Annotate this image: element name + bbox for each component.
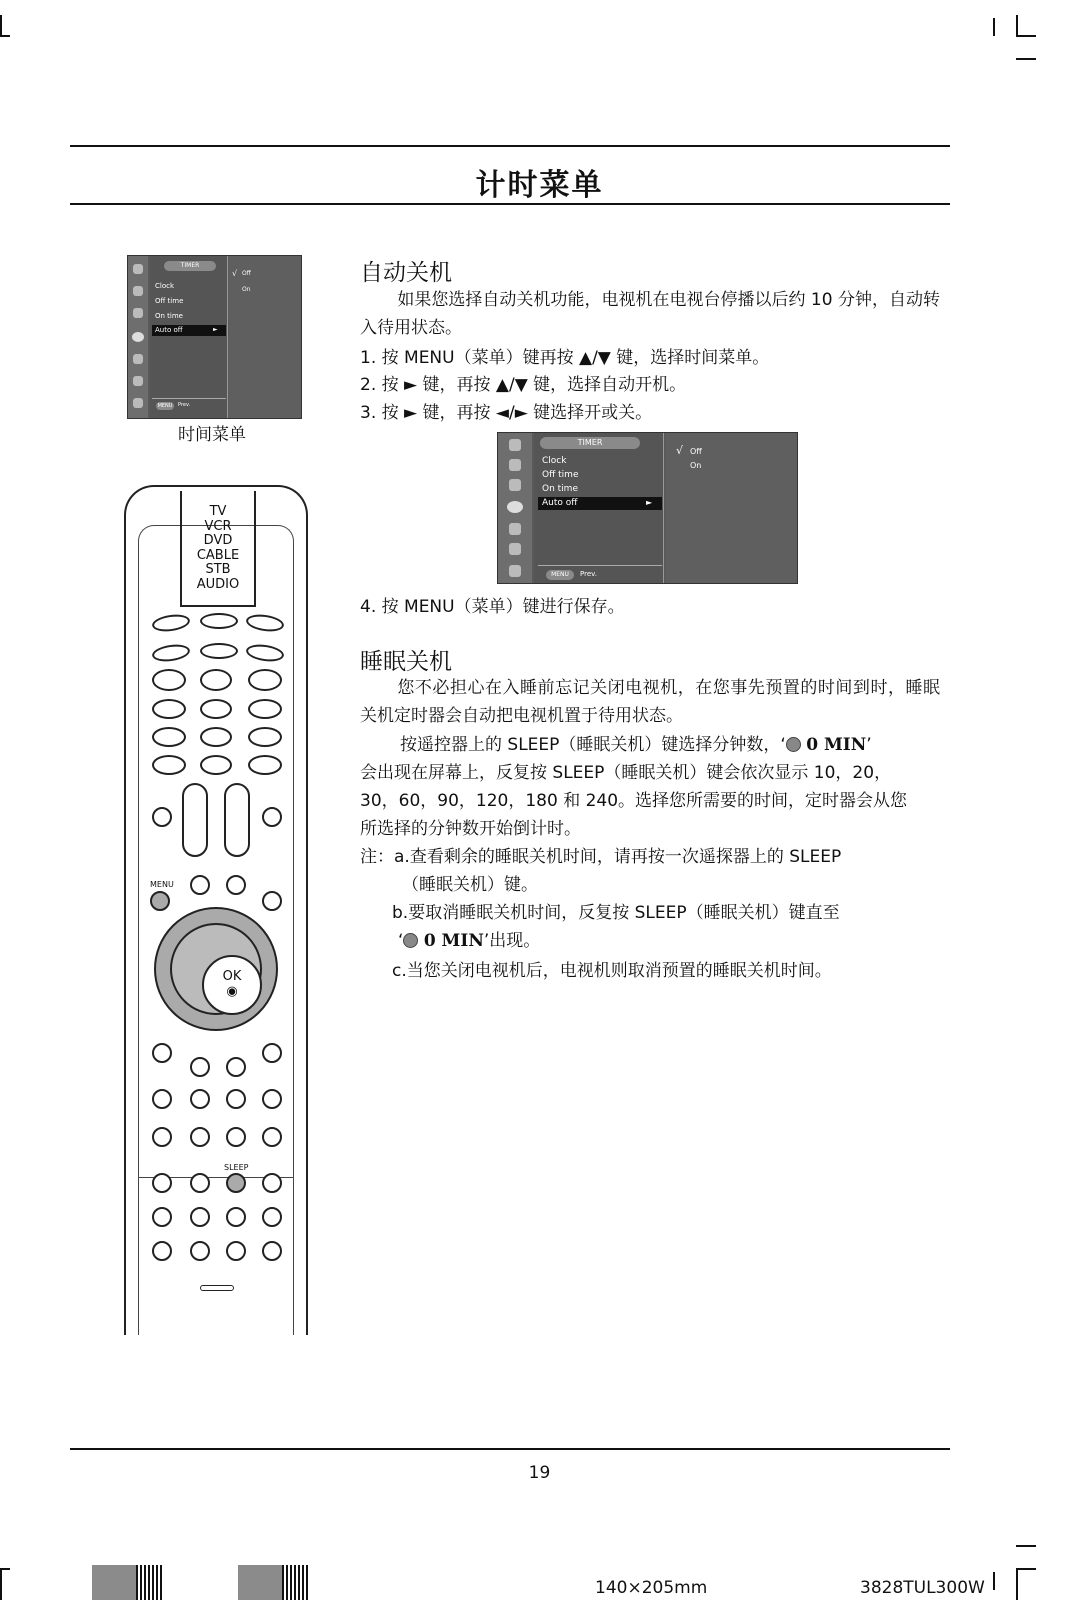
remote-button [152,1089,172,1109]
remote-button [262,1207,282,1227]
document-code: 3828TUL300W [860,1578,985,1598]
mode-dvd: DVD [203,533,233,548]
setup-icon [133,354,143,364]
remote-button [248,727,282,747]
print-registration-mark [238,1565,284,1600]
mode-cable: CABLE [196,547,240,563]
remote-button [190,1207,210,1227]
sleep-note-a-line-2: （睡眠关机）键。 [402,875,538,895]
option-icon [133,376,143,386]
remote-button [152,699,186,719]
direction-ring [170,923,262,1015]
remote-button [152,755,186,775]
remote-button [226,1241,246,1261]
option-off: Off [242,270,251,277]
sleep-min-indicator: 0 MIN [806,735,867,755]
sleep-button [226,1173,246,1193]
auto-off-step-3: 3. 按 ► 键，再按 ◄/► 键选择开或关。 [360,403,653,423]
remote-button [248,669,282,691]
timer-menu-small [127,255,302,419]
remote-button [152,669,186,691]
direction-pad [154,907,278,1031]
crop-mark [1016,1545,1036,1547]
page-title: 计时菜单 [475,168,604,203]
volume-rocker [182,783,208,857]
menu-title: TIMER [164,261,216,271]
timer-icon [507,501,523,513]
option-on: On [690,461,702,470]
menu-item-on-time: On time [155,312,183,320]
remote-button [190,875,210,895]
crop-mark [993,1572,995,1590]
remote-button [190,1089,210,1109]
remote-slot [200,1285,234,1291]
remote-button [152,1173,172,1193]
menu-title: TIMER [540,437,640,449]
sleep-para-1: 您不必担心在入睡前忘记关闭电视机，在您事先预置的时间到时，睡眠关机定时器会自动把电视机置于待用状态。 [360,678,940,726]
sleep-note-b-text: ’出现。 [483,931,541,951]
mode-tv: TV [209,504,227,519]
sound-icon [509,479,521,491]
crop-mark [993,18,995,36]
check-icon: √ [232,269,238,278]
page-number: 19 [528,1463,551,1483]
print-registration-mark [136,1565,162,1600]
mode-audio: AUDIO [196,576,240,592]
screen-icon [509,459,521,471]
auto-off-intro: 如果您选择自动关机功能，电视机在电视台停播以后约 10 分钟，自动转入待用状态。 [360,290,940,338]
menu-item-auto-off: Auto off [155,326,183,334]
sleep-para-2-first-line [400,730,872,755]
sleep-note-b-line-2 [398,926,540,951]
remote-button [190,1241,210,1261]
clock-icon [403,933,418,948]
remote-button [262,1241,282,1261]
remote-button [200,643,238,659]
remote-button [190,1127,210,1147]
title-rule-top [70,145,950,147]
sleep-note-b-quote: ‘ [398,931,404,951]
remote-button [152,807,172,827]
ok-dot-icon: ◉ [226,984,238,999]
crop-mark [1016,58,1036,60]
crop-mark [0,35,10,37]
ok-button [202,955,262,1015]
print-registration-mark [92,1565,138,1600]
remote-button [262,1127,282,1147]
sleep-button-label: SLEEP [224,1163,249,1172]
timer-submenu [666,433,797,583]
menu-item-clock: Clock [542,456,567,466]
timer-submenu [229,256,301,418]
picture-icon [133,264,143,274]
setup-icon [509,523,521,535]
ok-label: OK [222,969,242,984]
remote-button [152,1207,172,1227]
remote-button [152,1127,172,1147]
menu-footer-button: MENU [546,570,574,580]
sleep-note-b-line-1: b.要取消睡眠关机时间，反复按 SLEEP（睡眠关机）键直至 [392,903,840,923]
channel-rocker [224,783,250,857]
arrow-right-icon: ► [213,326,218,333]
remote-button [190,1173,210,1193]
menu-button-label: MENU [150,880,174,889]
remote-button [262,1173,282,1193]
footer-rule [70,1448,950,1450]
remote-button [200,669,232,691]
remote-control [124,485,308,1335]
remote-button [152,1241,172,1261]
crop-mark [0,15,2,37]
menu-footer-label: Prev. [178,402,191,408]
input-icon [509,565,521,577]
auto-off-heading: 自动关机 [360,260,452,286]
remote-button [200,699,232,719]
menu-footer-label: Prev. [580,570,597,578]
screen-icon [133,286,143,296]
sleep-para-2-line-4: 所选择的分钟数开始倒计时。 [360,819,581,839]
remote-button [262,807,282,827]
menu-icon-bar [128,256,148,418]
option-icon [509,543,521,555]
crop-mark [1016,15,1018,37]
remote-button [226,1207,246,1227]
timer-icon [132,332,144,342]
remote-button [226,1057,246,1077]
menu-item-off-time: Off time [155,297,184,305]
option-off: Off [690,447,702,456]
remote-button [152,727,186,747]
option-on: On [242,286,251,293]
input-icon [133,398,143,408]
sleep-note-a-line-1: 注：a.查看剩余的睡眠关机时间，请再按一次遥探器上的 SLEEP [360,847,842,867]
menu-footer-button: MENU [157,403,173,409]
remote-button [226,1127,246,1147]
sleep-heading: 睡眠关机 [360,649,452,675]
paper-size: 140×205mm [595,1578,708,1598]
sound-icon [133,308,143,318]
mode-list [180,505,256,592]
timer-menu-list [534,433,664,583]
auto-off-step-4: 4. 按 MENU（菜单）键进行保存。 [360,597,625,617]
remote-button [248,699,282,719]
crop-mark [1016,35,1036,37]
arrow-right-icon: ► [646,498,653,507]
remote-button [262,891,282,911]
remote-button [200,755,232,775]
menu-icon-bar [498,433,532,583]
timer-menu-list [150,256,228,418]
picture-icon [509,439,521,451]
remote-button [152,1043,172,1063]
menu-footer-divider [538,565,662,566]
crop-mark [1016,1568,1036,1570]
timer-menu-large [497,432,798,584]
print-registration-mark [282,1565,308,1600]
sleep-note-c: c.当您关闭电视机后，电视机则取消预置的睡眠关机时间。 [392,961,832,981]
check-icon: √ [676,444,684,457]
sleep-para-2-line-3: 30，60，90，120，180 和 240。选择您所需要的时间，定时器会从您 [360,791,908,811]
menu-item-auto-off: Auto off [542,498,578,508]
menu-footer-divider [152,398,226,399]
remote-button [226,875,246,895]
sleep-para-2-line-2: 会出现在屏幕上，反复按 SLEEP（睡眠关机）键会依次显示 10，20， [360,763,892,783]
timer-menu-caption: 时间菜单 [178,425,246,445]
auto-off-step-2: 2. 按 ► 键，再按 ▲/▼ 键，选择自动开机。 [360,375,687,395]
menu-button [150,891,170,911]
menu-item-off-time: Off time [542,470,579,480]
mode-vcr: VCR [204,518,232,534]
remote-button [226,1089,246,1109]
crop-mark [0,1568,2,1600]
mode-stb: STB [205,562,231,577]
menu-item-clock: Clock [155,282,175,290]
remote-button [200,727,232,747]
sleep-para-2-text: 按遥控器上的 SLEEP（睡眠关机）键选择分钟数，‘ [400,735,786,755]
title-rule-bottom [70,203,950,205]
sleep-min-indicator: 0 MIN [423,931,484,951]
remote-button [262,1043,282,1063]
remote-button [248,755,282,775]
menu-item-on-time: On time [542,484,578,494]
remote-button [200,613,238,629]
remote-button [190,1057,210,1077]
clock-icon [786,737,801,752]
sleep-para-2-quote: ’ [866,735,872,755]
remote-button [262,1089,282,1109]
auto-off-step-1: 1. 按 MENU（菜单）键再按 ▲/▼ 键，选择时间菜单。 [360,348,770,368]
crop-mark [1016,1568,1018,1600]
